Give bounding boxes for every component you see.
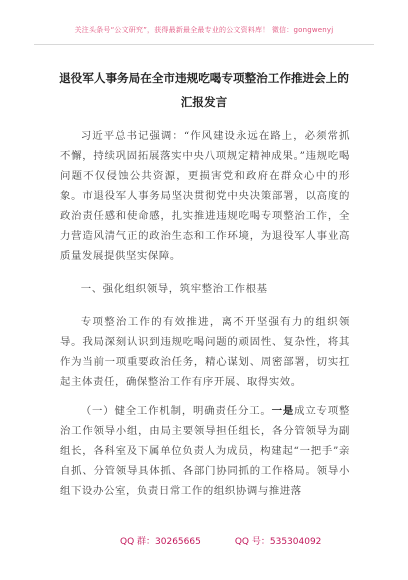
paragraph-mechanism-text: 成立专项整治工作领导小组，由局主要领导担任组长，各分管领导为副组长，各科室及下属单位负责人为成员，构建起“一把手”亲自抓、分管领导具体抓、各部门协同抓的工作格局。领导小组下设办公室，负责日常工作的组织协调与推进落 [60,405,351,497]
footer-qq-group: QQ 群：30265665 [120,537,201,547]
footer-qq-number: QQ 号：535304092 [234,537,322,547]
document-title-line-2: 汇报发言 [180,95,228,109]
header-divider [34,44,374,45]
header-banner: 关注头条号“公文研究”，获得最新最全最专业的公文资料库！ 微信：gongwenyj [74,26,334,34]
subsection-heading: （一）健全工作机制，明确责任分工。 [80,405,272,417]
footer-contact [120,534,355,547]
paragraph-intro: 习近平总书记强调：“作风建设永远在路上，必须常抓不懈，持续巩固拓展落实中央八项规定精神成果。”违规吃喝问题不仅侵蚀公共资源，更损害党和政府在群众心中的形象。市退役军人事务局坚决贯彻党中央决策部署，以高度的政治责任感和使命感，扎实推进违规吃喝专项整治工作，全力营造风清气正的政治生态和工作环境，为退役军人事业高质量发展提供坚实保障。 [60,130,350,262]
emphasis-first-point: 一是 [271,405,295,417]
paragraph-mechanism [60,401,350,501]
document-body [60,126,350,501]
paragraph-organization: 专项整治工作的有效推进，离不开坚强有力的组织领导。我局深刻认识到违规吃喝问题的顽固性、复杂性，将其作为当前一项重要政治任务，精心谋划、周密部署，切实扛起主体责任，确保整治工作有序开展、取得实效。 [60,316,350,388]
section-heading-1: 一、强化组织领导，筑牢整治工作根基 [80,283,268,295]
document-title-line-1: 退役军人事务局在全市违规吃喝专项整治工作推进会上的 [59,71,349,85]
